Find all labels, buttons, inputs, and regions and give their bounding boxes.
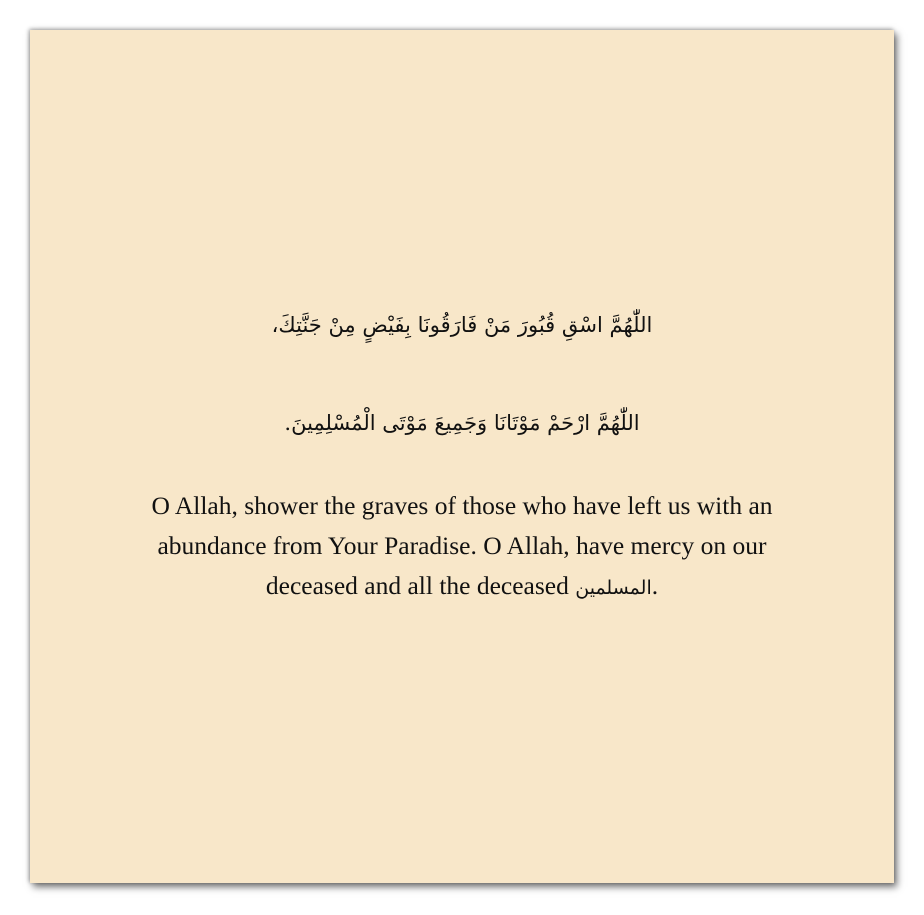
english-translation — [70, 486, 854, 608]
english-line-1: O Allah, shower the graves of those who have left us with an — [151, 491, 773, 520]
english-line-3 — [70, 566, 854, 608]
dua-card — [30, 30, 894, 883]
english-line-3-period: . — [651, 571, 659, 600]
english-line-3-text: deceased and all the deceased — [265, 571, 576, 600]
english-line-3-arabic-word: المسلمين — [575, 577, 652, 599]
arabic-line-2: اللّٰهُمَّ ارْحَمْ مَوْتَانَا وَجَمِيعَ مَوْتَى الْمُسْلِمِينَ. — [284, 411, 640, 435]
english-line-2: abundance from Your Paradise. O Allah, have mercy on our — [157, 531, 767, 560]
arabic-line-1: اللّٰهُمَّ اسْقِ قُبُورَ مَنْ فَارَقُونَا بِفَيْضٍ مِنْ جَنَّتِكَ، — [271, 313, 653, 337]
